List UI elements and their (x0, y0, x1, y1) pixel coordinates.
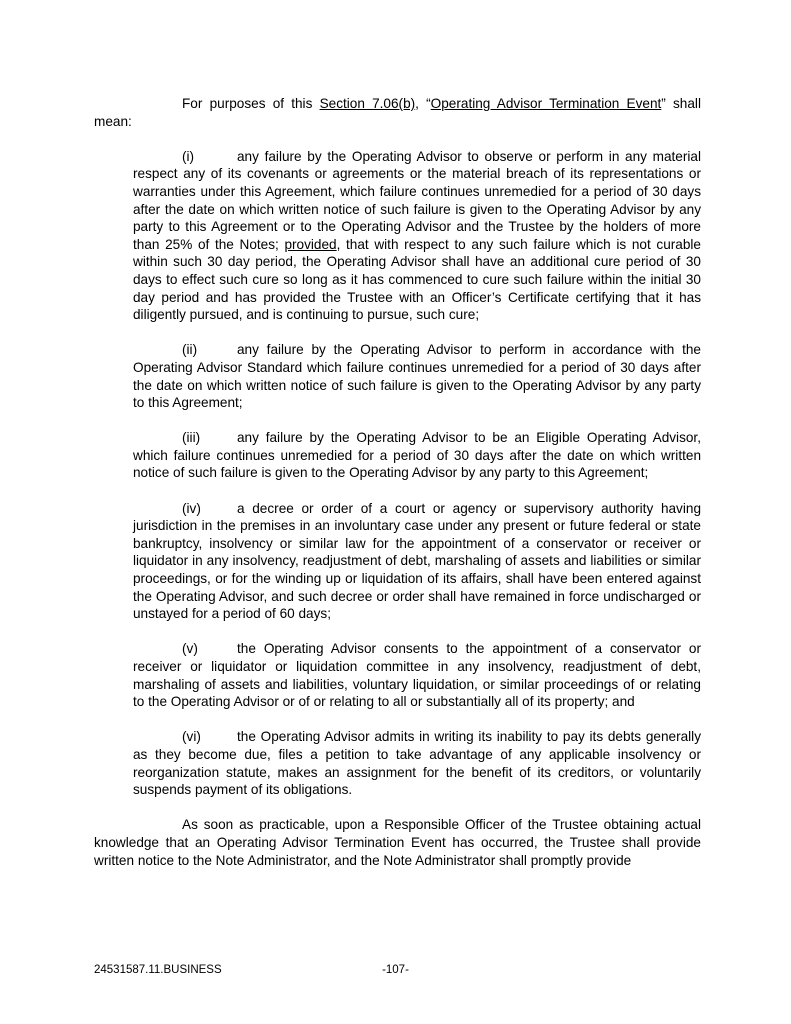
clause-vi-text: the Operating Advisor admits in writing its inability to pay its debts generally as they become due, files a petition to take advantage of any applicable insolvency or reorganization statute, makes an assignment for the benefit of its creditors, or voluntarily suspends payment of its obligations. (133, 729, 701, 798)
provided-term: provided (284, 236, 337, 252)
clause-vi-number: (vi) (182, 729, 201, 745)
document-id: 24531587.11.BUSINESS (94, 964, 222, 976)
clause-ii (133, 341, 701, 411)
clause-iv-text: a decree or order of a court or agency or supervisory authority having jurisdiction in the premises in an involuntary case under any present or future federal or state bankruptcy, insolvency or similar law for the appointment of a conservator or receiver or liquidator in any insolvency, readjustment of debt, marshaling of assets and liabilities or similar proceedings, or for the winding up or liquidation of its affairs, shall have been entered against the Operating Advisor, and such decree or order shall have remained in force undischarged or unstayed for a period of 60 days; (133, 500, 701, 622)
page-footer (0, 961, 791, 979)
clause-i-text: any failure by the Operating Advisor to observe or perform in any material respect any of its covenants or agreements or the material breach of its representations or warranties under this Agreement, which failure continues unremedied for a period of 30 days after the date on which written notice of such failure is given to the Operating Advisor by any party to this Agreement or to the Operating Advisor and the Trustee by the holders of more than 25% of the Notes; (133, 148, 701, 252)
intro-tail: ” shall mean: (94, 96, 701, 129)
clause-ii-text: any failure by the Operating Advisor to perform in accordance with the Operating Advisor Standard which failure continues unremedied for a period of 30 days after the date on which written notice of such failure is given to the Operating Advisor by any party to this Agreement; (133, 342, 701, 411)
clause-iii-text: any failure by the Operating Advisor to be an Eligible Operating Advisor, which failure continues unremedied for a period of 30 days after the date on which written notice of such failure is given to the Operating Advisor by any party to this Agreement; (133, 430, 701, 481)
closing-paragraph (94, 816, 701, 869)
clause-vi (133, 728, 701, 798)
clause-iv-number: (iv) (182, 500, 201, 516)
intro-lead-in: For purposes of this (182, 96, 320, 111)
clause-v-number: (v) (182, 641, 198, 657)
clause-v-text: the Operating Advisor consents to the appointment of a conservator or receiver or liquidator or liquidation committee in any insolvency, readjustment of debt, marshaling of assets and liabilities, voluntary liquidation, or similar proceedings of or relating to the Operating Advisor or of or relating to all or substantially all of its property; and (133, 641, 701, 710)
intro-paragraph (94, 95, 701, 130)
defined-term: Operating Advisor Termination Event (430, 96, 662, 111)
section-reference: Section 7.06(b) (319, 96, 416, 111)
clause-i-number: (i) (182, 148, 195, 164)
clause-iv (133, 500, 701, 623)
intro-mid: , “ (415, 96, 431, 111)
page-number: -107- (382, 964, 409, 976)
document-body (94, 95, 701, 887)
clause-ii-number: (ii) (182, 342, 198, 358)
clause-i-text-continued: , that with respect to any such failure which is not curable within such 30 day period, the Operating Advisor shall have an additional cure period of 30 days to effect such cure so long as it has commenced to cure such failure within the initial 30 day period and has provided the Trustee with an Officer’s Certificate certifying that it has diligently pursued, and is continuing to pursue, such cure; (133, 236, 701, 323)
clause-iii (133, 429, 701, 482)
closing-text: As soon as practicable, upon a Responsible Officer of the Trustee obtaining actual knowledge that an Operating Advisor Termination Event has occurred, the Trustee shall provide written notice to the Note Administrator, and the Note Administrator shall promptly provide (94, 817, 701, 868)
clause-v (133, 640, 701, 710)
clause-iii-number: (iii) (182, 430, 201, 446)
clause-i (133, 148, 701, 324)
